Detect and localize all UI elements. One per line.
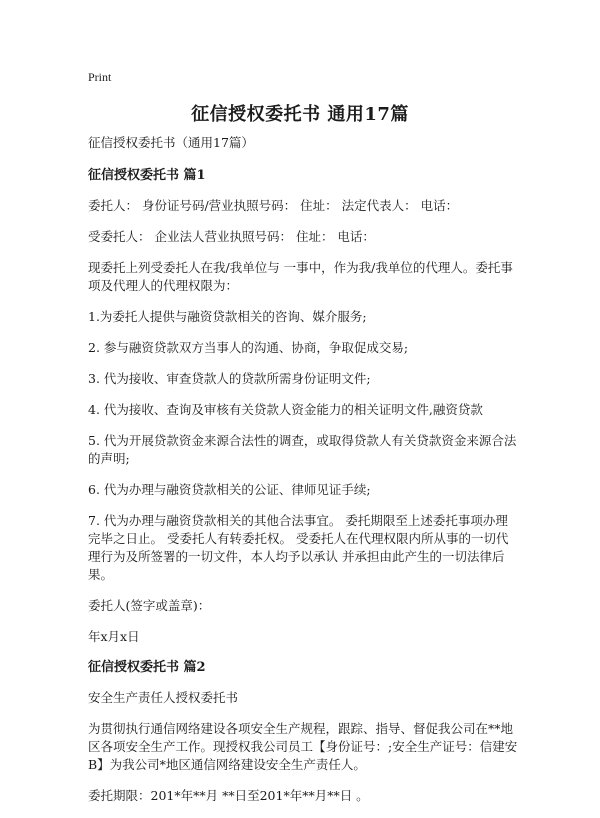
paragraph: 6. 代为办理与融资贷款相关的公证、律师见证手续; (88, 482, 371, 497)
paragraph: 2. 参与融资贷款双方当事人的沟通、协商，争取促成交易; (88, 340, 409, 355)
paragraph: 委托期限：201*年**月 **日至201*年**月**日 。 (88, 788, 369, 803)
paragraph: 现委托上列受委托人在我/我单位与 一事中，作为我/我单位的代理人。委托事项及代理人的代理权限为： (88, 260, 513, 293)
paragraph: 5. 代为开展贷款资金来源合法性的调查，或取得贷款人有关贷款资金来源合法的声明; (88, 433, 517, 466)
document-title: 征信授权委托书 通用17篇 (191, 104, 409, 125)
paragraph: 4. 代为接收、查询及审核有关贷款人资金能力的相关证明文件,融资贷款 (88, 402, 483, 417)
paragraph: 3. 代为接收、审查贷款人的贷款所需身份证明文件; (88, 371, 371, 386)
section-heading-2: 征信授权委托书 篇2 (88, 660, 206, 675)
document-body (88, 134, 520, 818)
paragraph: 7. 代为办理与融资贷款相关的其他合法事宜。 委托期限至上述委托事项办理完毕之日止。 受委托人有转委托权。 受委托人在代理权限内所从事的一切代理行为及所签署的一切文件，本人均予以承认 并承担由此产生的一切法律后果。 (88, 513, 509, 582)
paragraph: 安全生产责任人授权委托书 (88, 690, 239, 705)
signature-line: 委托人(签字或盖章)： (88, 598, 211, 613)
document-subtitle: 征信授权委托书（通用17篇） (88, 135, 254, 150)
paragraph: 1.为委托人提供与融资贷款相关的咨询、媒介服务; (88, 309, 367, 324)
print-label[interactable]: Print (88, 70, 112, 84)
paragraph: 委托人： 身份证号码/营业执照号码： 住址： 法定代表人： 电话： (88, 198, 459, 213)
paragraph: 为贯彻执行通信网络建设各项安全生产规程，跟踪、指导、督促我公司在**地区各项安全生产工作。现授权我公司员工【身份证号：;安全生产证号：信建安B】为我公司*地区通信网络建设安全生产责任人。 (88, 721, 518, 772)
paragraph: 受委托人： 企业法人营业执照号码： 住址： 电话： (88, 229, 375, 244)
date-line: 年x月x日 (88, 629, 140, 644)
section-heading-1: 征信授权委托书 篇1 (88, 168, 206, 183)
